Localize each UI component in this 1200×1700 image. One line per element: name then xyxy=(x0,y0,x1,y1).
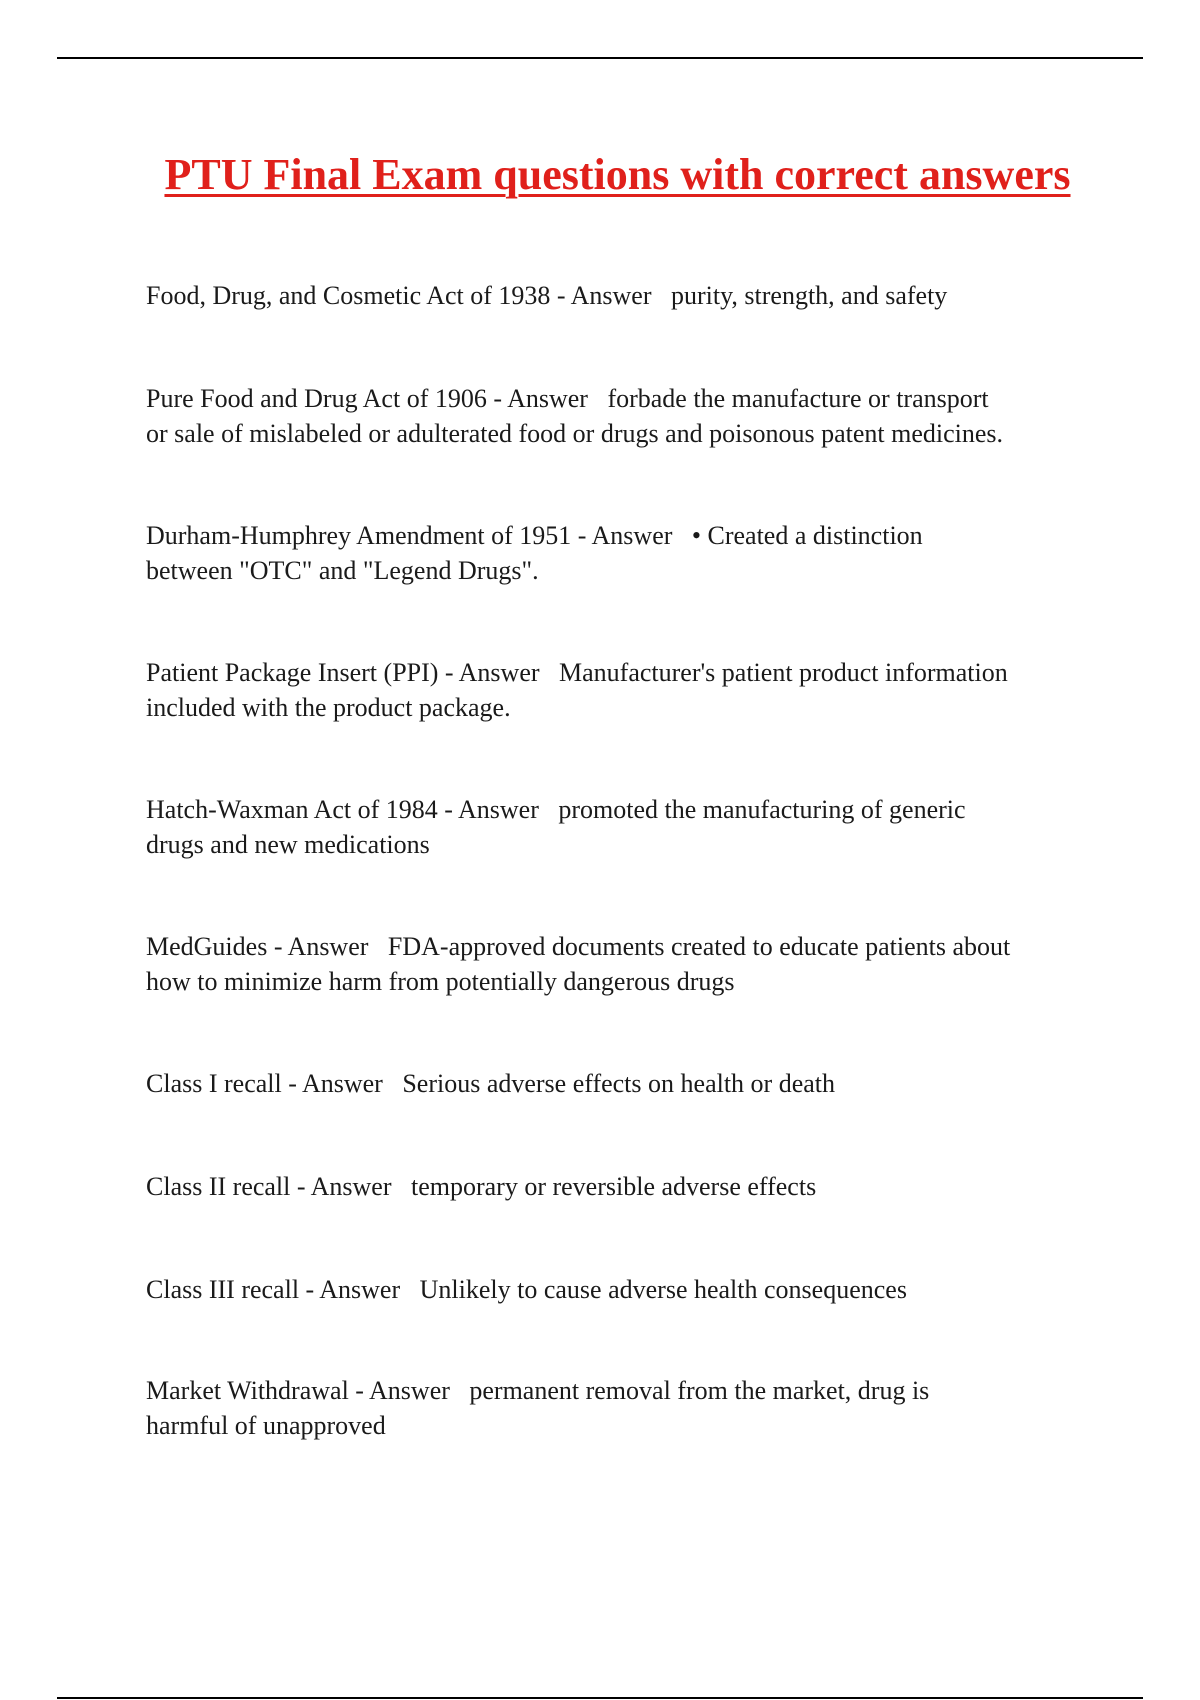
qa-item-5: Hatch-Waxman Act of 1984 - Answer promoted the manufacturing of generic drugs and new medications xyxy=(146,795,966,859)
bottom-rule xyxy=(57,1697,1143,1699)
qa-item-6: MedGuides - Answer FDA-approved documents created to educate patients about how to minimize harm from potentially dangerous drugs xyxy=(146,932,1011,996)
qa-item-4: Patient Package Insert (PPI) - Answer Manufacturer's patient product information included with the product package. xyxy=(146,658,1008,722)
qa-item-10: Market Withdrawal - Answer permanent removal from the market, drug is harmful of unapproved xyxy=(146,1376,930,1440)
top-rule xyxy=(57,57,1143,59)
qa-item-1: Food, Drug, and Cosmetic Act of 1938 - Answer purity, strength, and safety xyxy=(146,281,948,310)
qa-item-9: Class III recall - Answer Unlikely to cause adverse health consequences xyxy=(146,1275,907,1304)
qa-item-2: Pure Food and Drug Act of 1906 - Answer forbade the manufacture or transport or sale of mislabeled or adulterated food or drugs and poisonous patent medicines. xyxy=(146,384,1004,448)
document-title: PTU Final Exam questions with correct answers xyxy=(164,150,1071,199)
qa-item-3: Durham-Humphrey Amendment of 1951 - Answer • Created a distinction between "OTC" and "Legend Drugs". xyxy=(146,521,923,585)
qa-item-7: Class I recall - Answer Serious adverse effects on health or death xyxy=(146,1069,836,1098)
qa-item-8: Class II recall - Answer temporary or reversible adverse effects xyxy=(146,1172,817,1201)
